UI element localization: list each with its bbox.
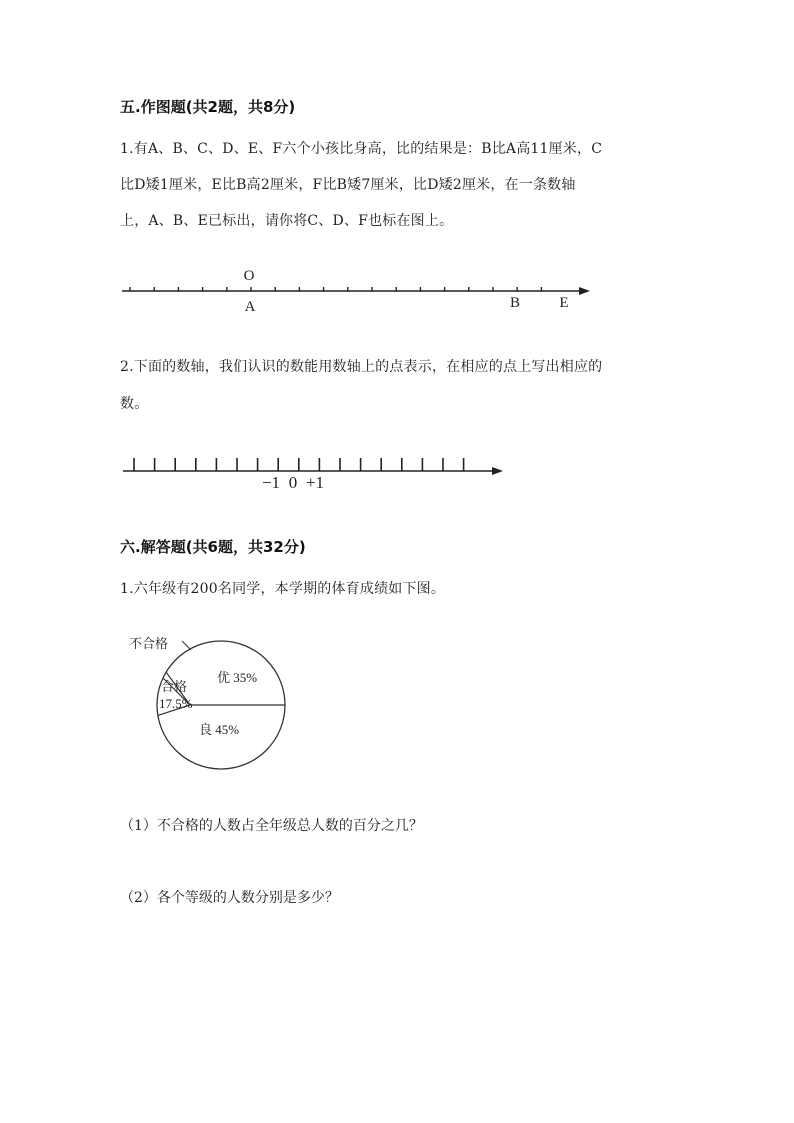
question-1-line-3: 上，A、B、E已标出，请你将C、D、F也标在图上。 — [120, 213, 454, 229]
slice-label-fail: 不合格 — [129, 636, 169, 651]
axis-ticks — [134, 458, 464, 471]
axis-arrow — [492, 467, 503, 475]
question-1-line-2: 比D矮1厘米，E比B高2厘米，F比B矮7厘米，比D矮2厘米，在一条数轴 — [120, 177, 576, 193]
number-line-1 — [110, 260, 600, 320]
point-e-label: E — [559, 295, 569, 311]
point-a-label: A — [244, 299, 256, 315]
label-leader-line — [182, 641, 191, 650]
label-negative-one: −1 — [261, 473, 281, 492]
question-1-line-1: 1.有A、B、C、D、E、F六个小孩比身高，比的结果是：B比A高11厘米，C — [120, 141, 603, 157]
origin-label: O — [243, 268, 255, 284]
section-heading-5: 五.作图题(共2题，共8分) — [120, 98, 296, 116]
sub-question-2: （2）各个等级的人数分别是多少？ — [120, 890, 339, 906]
question-6-1-text: 1.六年级有200名同学，本学期的体育成绩如下图。 — [120, 581, 446, 597]
number-line-2 — [115, 448, 510, 494]
slice-label-excellent: 优 35% — [217, 670, 258, 685]
axis-arrow — [579, 287, 590, 295]
label-zero: 0 — [288, 473, 298, 492]
question-2-line-1: 2.下面的数轴，我们认识的数能用数轴上的点表示，在相应的点上写出相应的 — [120, 359, 603, 375]
question-2-line-2: 数。 — [120, 396, 149, 412]
pie-chart — [125, 630, 295, 780]
sub-question-1: （1）不合格的人数占全年级总人数的百分之几？ — [120, 818, 423, 834]
slice-label-good: 良 45% — [199, 722, 240, 737]
section-heading-6: 六.解答题(共6题，共32分) — [120, 538, 306, 556]
slice-label-pass-name: 合格 — [161, 679, 188, 694]
label-positive-one: +1 — [305, 473, 325, 492]
slice-label-pass-value: 17.5% — [159, 696, 193, 711]
point-b-label: B — [509, 295, 521, 311]
